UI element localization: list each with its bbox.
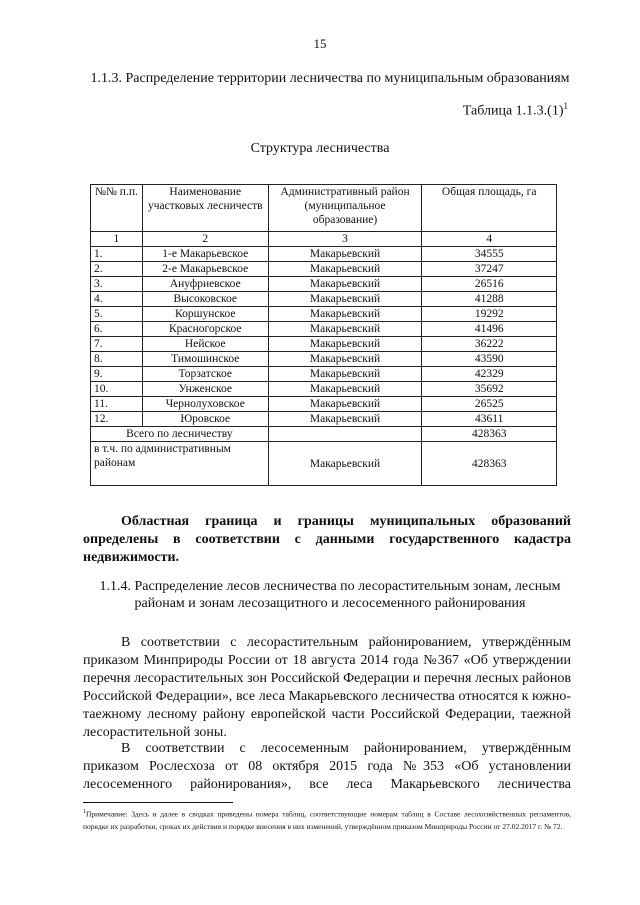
table-row [91, 397, 557, 412]
section-heading-1-1-4: 1.1.4. Распределение лесов лесничества по лесорастительным зонам, лесным районам и зонам лесозащитного и лесосеменного районирования [99, 579, 561, 611]
row-number: 10. [91, 382, 143, 397]
forestry-name: Юровское [142, 412, 268, 427]
row-number: 1. [91, 247, 143, 262]
forestry-name: Ануфриевское [142, 277, 268, 292]
footnote-ref: 1 [563, 101, 568, 111]
admin-value: 428363 [422, 442, 557, 486]
table-body [91, 247, 557, 486]
page-number: 15 [313, 36, 327, 51]
forestry-name: Торзатское [142, 367, 268, 382]
forestry-structure-table [90, 184, 557, 486]
row-number: 4. [91, 292, 143, 307]
total-row [91, 427, 557, 442]
table-row [91, 277, 557, 292]
area-value: 41496 [422, 322, 557, 337]
forestry-name: Высоковское [142, 292, 268, 307]
area-value: 42329 [422, 367, 557, 382]
district-name: Макарьевский [268, 367, 422, 382]
table-label [463, 101, 568, 120]
forestry-name: Чернолуховское [142, 397, 268, 412]
header-number: №№ п.п. [91, 185, 143, 232]
district-name: Макарьевский [268, 322, 422, 337]
district-name: Макарьевский [268, 397, 422, 412]
footnote-divider [83, 802, 233, 803]
table-label-text: Таблица 1.1.3.(1) [462, 103, 564, 119]
total-empty-cell [268, 427, 422, 442]
col-number: 1 [91, 232, 143, 247]
total-value: 428363 [422, 427, 557, 442]
district-name: Макарьевский [268, 277, 422, 292]
area-value: 43590 [422, 352, 557, 367]
table-row [91, 337, 557, 352]
row-number: 5. [91, 307, 143, 322]
row-number: 2. [91, 262, 143, 277]
col-number: 2 [142, 232, 268, 247]
table-row [91, 382, 557, 397]
row-number: 12. [91, 412, 143, 427]
forestry-name: Унженское [142, 382, 268, 397]
footnote-marker: 1 [83, 809, 86, 815]
admin-label: в т.ч. по административным районам [91, 442, 269, 486]
header-admin-district: Административный район (муниципальное образование) [268, 185, 422, 232]
district-name: Макарьевский [268, 412, 422, 427]
district-name: Макарьевский [268, 352, 422, 367]
district-name: Макарьевский [268, 307, 422, 322]
district-name: Макарьевский [268, 337, 422, 352]
row-number: 11. [91, 397, 143, 412]
forestry-name: 1-е Макарьевское [142, 247, 268, 262]
col-number: 3 [268, 232, 422, 247]
header-forestry-name: Наименование участковых лесничеств [142, 185, 268, 232]
forestry-name: Красногорское [142, 322, 268, 337]
area-value: 26525 [422, 397, 557, 412]
area-value: 37247 [422, 262, 557, 277]
paragraph-seed-zoning: В соответствии с лесосеменным районированием, утверждённым приказом Рослесхоза от 08 октября 2015 года №353 «Об установлении лесосеменного районирования», все леса Макарьевского лесничества [83, 741, 571, 792]
area-value: 35692 [422, 382, 557, 397]
paragraph-borders: Областная граница и границы муниципальных образований определены в соответствии с данными государственного кадастра недвижимости. [83, 514, 571, 565]
area-value: 19292 [422, 307, 557, 322]
header-total-area: Общая площадь, га [422, 185, 557, 232]
area-value: 41288 [422, 292, 557, 307]
table-row [91, 292, 557, 307]
forestry-name: 2-е Макарьевское [142, 262, 268, 277]
district-name: Макарьевский [268, 292, 422, 307]
table-row [91, 262, 557, 277]
table-row [91, 307, 557, 322]
footnote-text: Примечание: Здесь и далее в сводках приведены номера таблиц, соответствующие номерам таблиц в Составе лесохозяйственных регламентов, порядке их разработки, сроках их действия и порядке внесения в них изменений, утверждённом приказом Минприроды России от 27.02.2017 г. № 72. [83, 809, 571, 831]
footnote [83, 806, 571, 833]
area-value: 34555 [422, 247, 557, 262]
table-row [91, 352, 557, 367]
table-row [91, 367, 557, 382]
row-number: 8. [91, 352, 143, 367]
forestry-name: Нейское [142, 337, 268, 352]
forestry-name: Тимошинское [142, 352, 268, 367]
area-value: 36222 [422, 337, 557, 352]
area-value: 43611 [422, 412, 557, 427]
admin-row [91, 442, 557, 486]
forestry-name: Коршунское [142, 307, 268, 322]
paragraph-forest-zones: В соответствии с лесорастительным районированием, утверждённым приказом Минприроды России от 18 августа 2014 года №367 «Об утверждении перечня лесорастительных зон Российской Федерации и перечня лесных районов Российской Федерации», все леса Макарьевского лесничества относятся к южно-таежному лесному району европейской части Российской Федерации, таежной лесорастительной зоны. [83, 635, 571, 740]
district-name: Макарьевский [268, 382, 422, 397]
row-number: 3. [91, 277, 143, 292]
total-label: Всего по лесничеству [91, 427, 269, 442]
row-number: 6. [91, 322, 143, 337]
district-name: Макарьевский [268, 262, 422, 277]
table-row [91, 247, 557, 262]
table-row [91, 412, 557, 427]
col-number: 4 [422, 232, 557, 247]
district-name: Макарьевский [268, 247, 422, 262]
row-number: 9. [91, 367, 143, 382]
admin-district: Макарьевский [268, 442, 422, 486]
area-value: 26516 [422, 277, 557, 292]
table-row [91, 322, 557, 337]
row-number: 7. [91, 337, 143, 352]
section-heading-1-1-3: 1.1.3. Распределение территории лесничества по муниципальным образованиям [90, 71, 570, 86]
table-title: Структура лесничества [250, 141, 390, 156]
